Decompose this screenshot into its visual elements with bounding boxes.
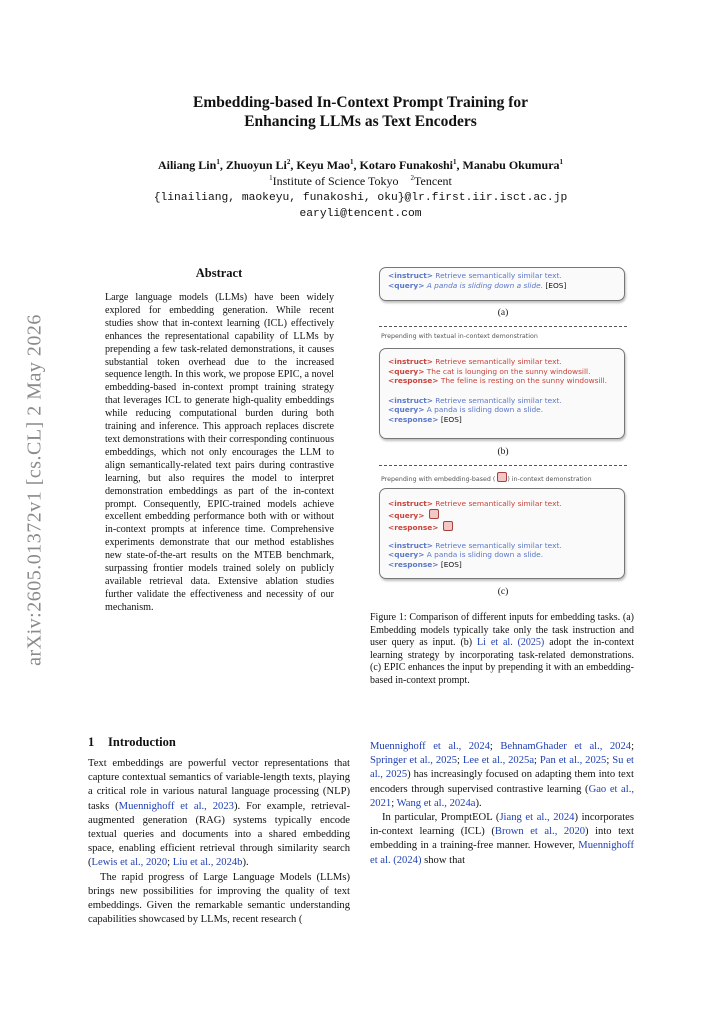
instruct-tag: <instruct> [388,395,433,405]
citation-link[interactable]: Muennighoff et al. (2024) [370,840,634,866]
instruct-tag: <instruct> [388,271,433,280]
paragraph [370,811,634,868]
section-heading [88,735,176,750]
body-text: ; [391,797,397,809]
instruct-text: Retrieve semantically similar text. [435,540,562,550]
caption-text: adopt the in-context learning strategy by incorporating task-related demonstrations. (c) EPIC enhances the input by prepending it with an embedding-based in-context prompt. [370,637,634,686]
author-name: Manabu Okumura [462,158,560,172]
figure-label-c: (c) [497,587,509,597]
abstract-body: Large language models (LLMs) have been widely explored for embedding generation. While recent studies show that in-context learning (ICL) effectively enhances the representational capability of LLMs by prepending a few task-related demonstrations, it causes substantial token overhead due to the increased sequence length. In this work, we propose EPIC, a novel embedding-based in-context prompt training strategy that leverages ICL to generate high-quality embeddings while reducing computational burden during both training and inference. This approach replaces discrete text demonstrations with their corresponding continuous embeddings, which not only encourages the LLM to align semantically-related text pairs during contrastive learning, but also requires the model to interpret demonstration embeddings as part of the in-context prompt. Consequently, EPIC-trained models achieve excellent embedding performance both with or without in-context prompts at inference time. Comprehensive experiments demonstrate that our method establishes new state-of-the-art results on the MTEB benchmark, surpassing frontier models trained solely on publicly available retrieval data. Extensive ablation studies further validate the effectiveness and necessity of our mechanism. [105,292,334,613]
body-text: ; [167,857,173,869]
instruct-tag: <instruct> [388,357,433,366]
paper-title [0,93,721,131]
response-tag: <response> [388,559,439,569]
body-text: ) has increasingly focused on adapting them into text encoders through supervised contrastive learning ( [370,769,634,795]
demo-query-text: The cat is lounging on the sunny windowsill. [426,366,591,376]
figure-box-a [379,267,625,301]
affil-mark: 1 [269,174,273,182]
citation-link[interactable]: Jiang et al., 2024 [499,812,575,824]
demo-response-line [388,521,616,533]
response-line [388,560,616,570]
instruct-line [388,541,616,551]
author-affil-mark: 1 [350,158,354,166]
embedding-square-icon [443,521,453,531]
affiliations [0,174,721,189]
title-line-1: Embedding-based In-Context Prompt Training for [192,94,528,111]
divider [379,326,627,327]
response-tag: <response> [388,376,439,386]
arxiv-stamp [20,290,50,690]
author-list: Ailiang Lin$^1$, Zhuoyun Li$^2$, Keyu Mao$^1$, Kotaro Funakoshi$^1$, Manabu Okumura$^1$ [157,158,564,172]
citation-link[interactable]: BehnamGhader et al., 2024 [500,741,632,752]
author-affil-mark: 2 [286,158,291,166]
body-text: ). [242,857,249,869]
instruct-line [388,396,616,406]
figure-caption [370,612,634,688]
query-tag: <query> [388,280,425,290]
citation-link[interactable]: Muennighoff et al., 2023 [118,800,234,812]
embedding-square-icon [497,472,507,482]
citation-link[interactable]: Wang et al., 2024a [396,797,476,809]
figure-box-c [379,488,625,579]
instruct-line [388,271,616,281]
citation-link[interactable]: Lewis et al., 2020 [91,857,168,869]
section-label-c-pre: Prepending with embedding-based ( [381,476,496,483]
author-name: Zhuoyun Li [225,158,287,172]
author-affil-mark: 1 [559,158,564,166]
demo-response-text: The feline is resting on the sunny windowsill. [440,376,608,386]
query-line [388,405,616,415]
affiliation: Tencent [414,174,452,188]
query-text: A panda is sliding down a slide. [426,405,544,415]
body-column-left [88,757,350,927]
body-text: ) incorporates in-context learning (ICL) ( [370,812,634,838]
author-name: Ailiang Lin [157,158,217,172]
query-tag: <query> [388,366,425,376]
instruct-text: Retrieve semantically similar text. [435,395,562,405]
instruct-text: Retrieve semantically similar text. [435,499,562,508]
demo-response-line [388,376,616,386]
figure-box-b [379,348,625,439]
citation-link[interactable]: Brown et al., 2020 [494,826,586,838]
query-line [388,550,616,560]
citation-link[interactable]: Su et al., 2025 [370,755,634,781]
body-column-right [370,740,634,868]
embedding-square-icon [429,509,439,519]
citation-link[interactable]: Gao et al., 2021 [370,783,634,809]
body-text: In particular, PromptEOL ( [382,812,500,824]
citation-link[interactable]: Muennighoff et al., 2024 [370,741,490,752]
section-number: 1 [88,735,95,749]
affiliation: Institute of Science Tokyo [272,174,399,188]
response-tag: <response> [388,414,439,424]
query-text: A panda is sliding down a slide. [426,550,544,560]
abstract-heading: Abstract [195,266,243,280]
arxiv-stamp-text: arXiv:2605.01372v1 [cs.CL] 2 May 2026 [23,314,46,666]
response-tag: <response> [388,522,439,532]
instruct-text: Retrieve semantically similar text. [435,357,562,366]
affil-mark: 2 [410,174,415,182]
query-line [388,281,616,291]
author-affil-mark: 1 [453,158,457,166]
author-name: Kotaro Funakoshi [359,158,453,172]
citation-link[interactable]: Li et al. (2025) [477,637,545,649]
body-text: ). For example, retrieval-augmented generation (RAG) systems typically encode textual queries and documents into a shared embedding space, enabling efficient retrieval through similarity search ( [88,800,350,869]
citation-link[interactable]: Springer et al., 2025 [370,755,458,767]
author-affil-mark: 1 [216,158,220,166]
author-name: Keyu Mao [296,158,351,172]
title-line-2: Enhancing LLMs as Text Encoders [244,113,477,130]
query-tag: <query> [388,510,425,520]
instruct-tag: <instruct> [388,540,433,550]
demo-instruct-line [388,499,616,509]
email-line-2: earyli@tencent.com [299,208,422,220]
body-text: show that [421,854,466,866]
eos-token: [EOS] [440,414,462,424]
section-label-c [381,472,592,483]
body-text: ) into text embedding in a training-free manner. However, [370,826,634,852]
eos-token: [EOS] [545,280,567,290]
divider [379,465,627,466]
body-text: ; [489,741,501,752]
body-text: ; [606,755,613,767]
paragraph [370,740,634,811]
demo-query-line [388,509,616,521]
body-text: The rapid progress of Large Language Models (LLMs) brings new possibilities for improving the quality of text embeddings. Given the remarkable semantic understanding capabilities showcased by LLMs, recent research ( [88,871,350,926]
section-label-b: Prepending with textual in-context demonstration [381,333,538,340]
paragraph [88,871,350,928]
body-text: ; [631,741,635,752]
demo-query-line [388,367,616,377]
email-line-1: {linailiang, maokeyu, funakoshi, oku}@lr.first.iir.isct.ac.jp [153,192,568,204]
eos-token: [EOS] [440,559,462,569]
caption-text: Figure 1: Comparison of different inputs for embedding tasks. (a) Embedding models typically take only the task instruction and user query as input. (b) [370,612,634,649]
query-tag: <query> [388,405,425,415]
section-title: Introduction [108,735,176,749]
demo-instruct-line [388,357,616,367]
citation-link[interactable]: Lee et al., 2025a [462,755,535,767]
instruct-text: Retrieve semantically similar text. [435,271,562,280]
figure-label-a: (a) [497,308,509,318]
body-text: ). [475,797,482,809]
figure-label-b: (b) [497,447,509,457]
query-text: A panda is sliding down a slide. [426,280,544,290]
citation-link[interactable]: Pan et al., 2025 [539,755,607,767]
body-text: Text embeddings are powerful vector representations that capture contextual semantics of variable-length texts, playing a critical role in various natural language processing (NLP) tasks ( [88,758,350,812]
body-text: ; [534,755,540,767]
instruct-tag: <instruct> [388,499,433,508]
citation-link[interactable]: Liu et al., 2024b [172,857,243,869]
paragraph [88,757,350,871]
section-label-c-post: ) in-context demonstration [507,476,592,483]
response-line [388,415,616,425]
query-tag: <query> [388,550,425,560]
body-text: ; [457,755,463,767]
